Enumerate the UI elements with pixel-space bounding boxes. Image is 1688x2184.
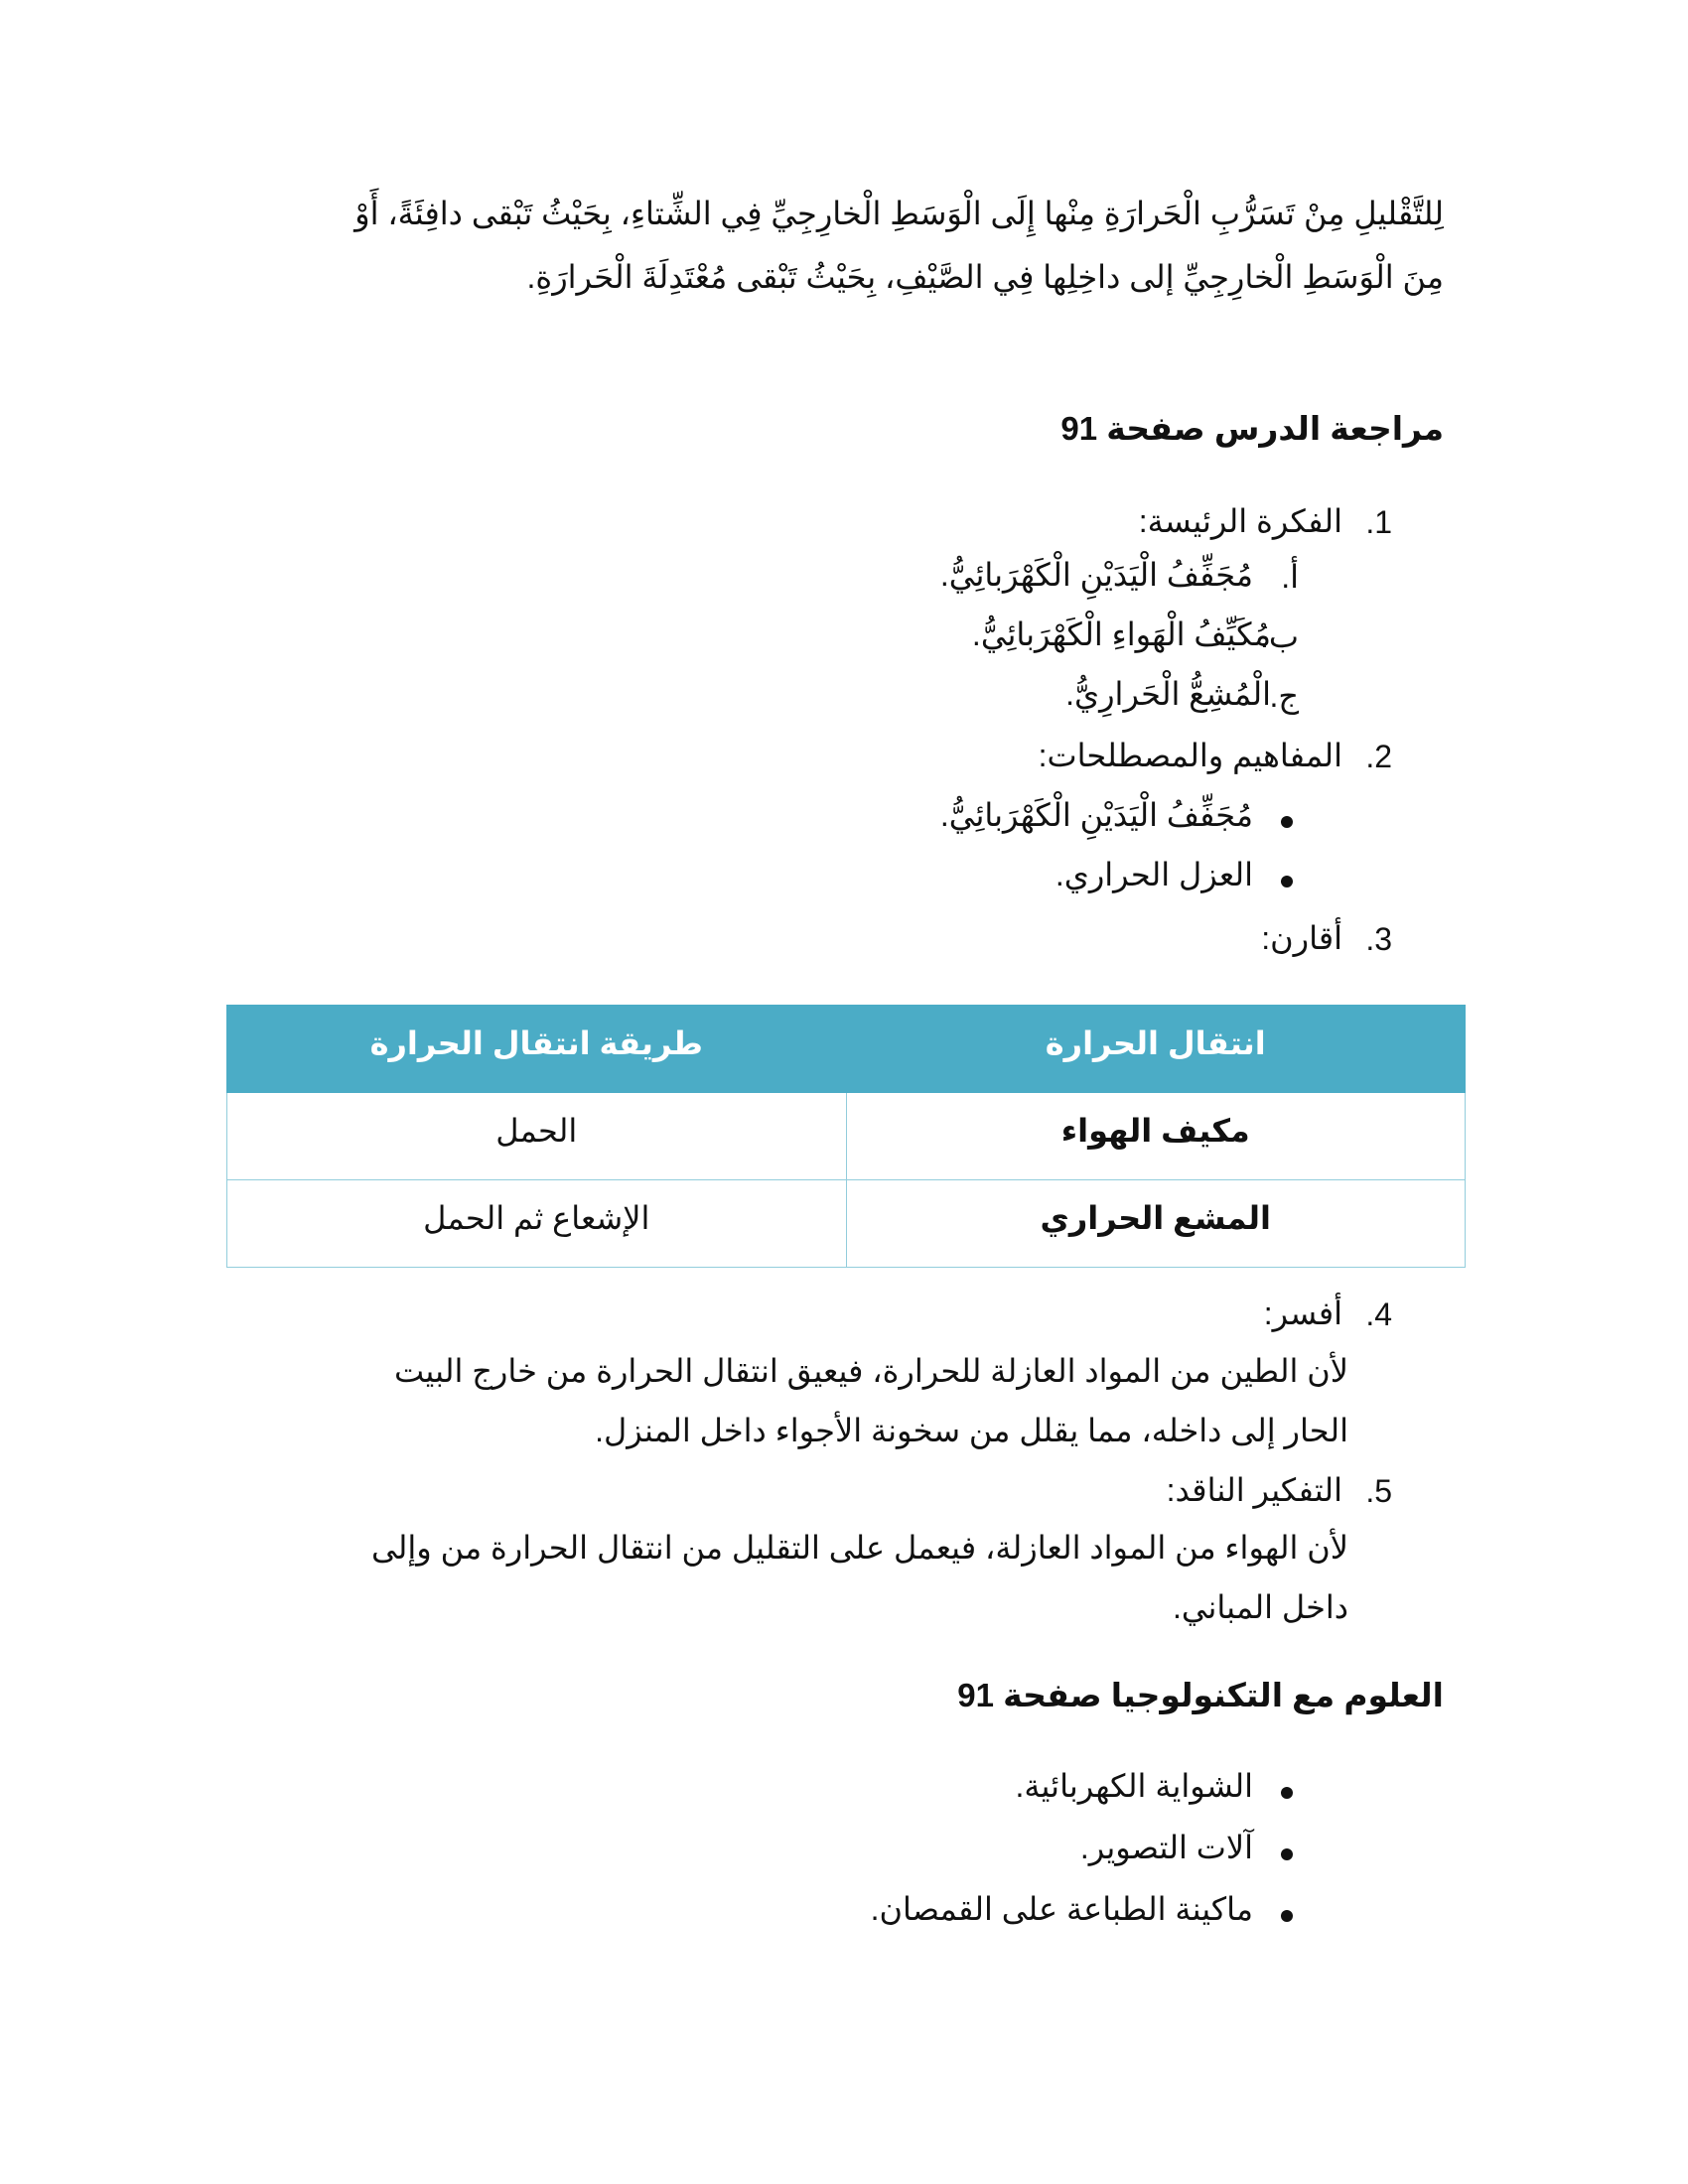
tech-bullet-3: ماكينة الطباعة على القمصان. bbox=[870, 1891, 1253, 1927]
q5-label: التفكير الناقد: bbox=[1166, 1472, 1342, 1508]
q2-bullet-2: العزل الحراري. bbox=[1055, 857, 1253, 892]
q5-answer-line-2: داخل المباني. bbox=[1172, 1589, 1348, 1625]
q1-item-a: مُجَفِّفُ الْيَدَيْنِ الْكَهْرَبائِيُّ. bbox=[939, 557, 1253, 593]
q1-item-c: الْمُشِعُّ الْحَرارِيُّ. bbox=[1065, 676, 1271, 712]
q3-label: أقارن: bbox=[1261, 920, 1342, 956]
intro-line-2: مِنَ الْوَسَطِ الْخارِجِيِّ إلى داخِلِها فِي الصَّيْفِ، بِحَيْثُ تَبْقى مُعْتَدِلَةَ الْحَرارَةِ. bbox=[526, 259, 1444, 295]
intro-line-1: لِلتَّقْليلِ مِنْ تَسَرُّبِ الْحَرارَةِ مِنْها إِلَى الْوَسَطِ الْخارِجِيِّ فِي الشِّتاءِ، بِحَيْثُ تَبْقى دافِئَةً، أَوْ bbox=[354, 196, 1444, 231]
bullet-icon bbox=[1281, 816, 1293, 828]
comparison-table bbox=[226, 1005, 1466, 1268]
table-header-cell: طريقة انتقال الحرارة bbox=[227, 1006, 847, 1093]
q1-item-c-marker: ج. bbox=[1269, 678, 1299, 714]
q5-number: 5. bbox=[1365, 1473, 1392, 1509]
tech-heading: العلوم مع التكنولوجيا صفحة 91 bbox=[957, 1677, 1444, 1713]
table-header-cell: انتقال الحرارة bbox=[846, 1006, 1466, 1093]
q1-item-a-marker: أ. bbox=[1281, 559, 1299, 595]
q4-answer-line-1: لأن الطين من المواد العازلة للحرارة، فيعيق انتقال الحرارة من خارج البيت bbox=[394, 1353, 1348, 1389]
bullet-icon bbox=[1281, 1848, 1293, 1860]
table-cell: الحمل bbox=[227, 1093, 847, 1180]
q2-label: المفاهيم والمصطلحات: bbox=[1038, 738, 1342, 773]
q5-answer-line-1: لأن الهواء من المواد العازلة، فيعمل على التقليل من انتقال الحرارة من وإلى bbox=[370, 1530, 1348, 1566]
q1-item-b-marker: ب. bbox=[1259, 618, 1299, 654]
table-cell: الإشعاع ثم الحمل bbox=[227, 1180, 847, 1268]
q2-bullet-1: مُجَفِّفُ الْيَدَيْنِ الْكَهْرَبائِيُّ. bbox=[939, 797, 1253, 833]
q3-number: 3. bbox=[1365, 921, 1392, 957]
q4-answer-line-2: الحار إلى داخله، مما يقلل من سخونة الأجواء داخل المنزل. bbox=[595, 1413, 1348, 1448]
table-row bbox=[227, 1093, 1466, 1180]
table-cell: المشع الحراري bbox=[846, 1180, 1466, 1268]
q4-number: 4. bbox=[1365, 1297, 1392, 1332]
bullet-icon bbox=[1281, 1787, 1293, 1799]
q1-number: 1. bbox=[1365, 504, 1392, 540]
review-heading: مراجعة الدرس صفحة 91 bbox=[1060, 410, 1444, 447]
bullet-icon bbox=[1281, 876, 1293, 887]
bullet-icon bbox=[1281, 1910, 1293, 1922]
q1-item-b: مُكَيِّفُ الْهَواءِ الْكَهْرَبائِيُّ. bbox=[971, 616, 1271, 652]
table-row bbox=[227, 1180, 1466, 1268]
tech-bullet-2: آلات التصوير. bbox=[1079, 1830, 1253, 1865]
q4-label: أفسر: bbox=[1263, 1296, 1342, 1331]
table-cell: مكيف الهواء bbox=[846, 1093, 1466, 1180]
table-header-row bbox=[227, 1006, 1466, 1093]
tech-bullet-1: الشواية الكهربائية. bbox=[1015, 1768, 1253, 1804]
q2-number: 2. bbox=[1365, 739, 1392, 774]
q1-label: الفكرة الرئيسة: bbox=[1138, 503, 1342, 539]
